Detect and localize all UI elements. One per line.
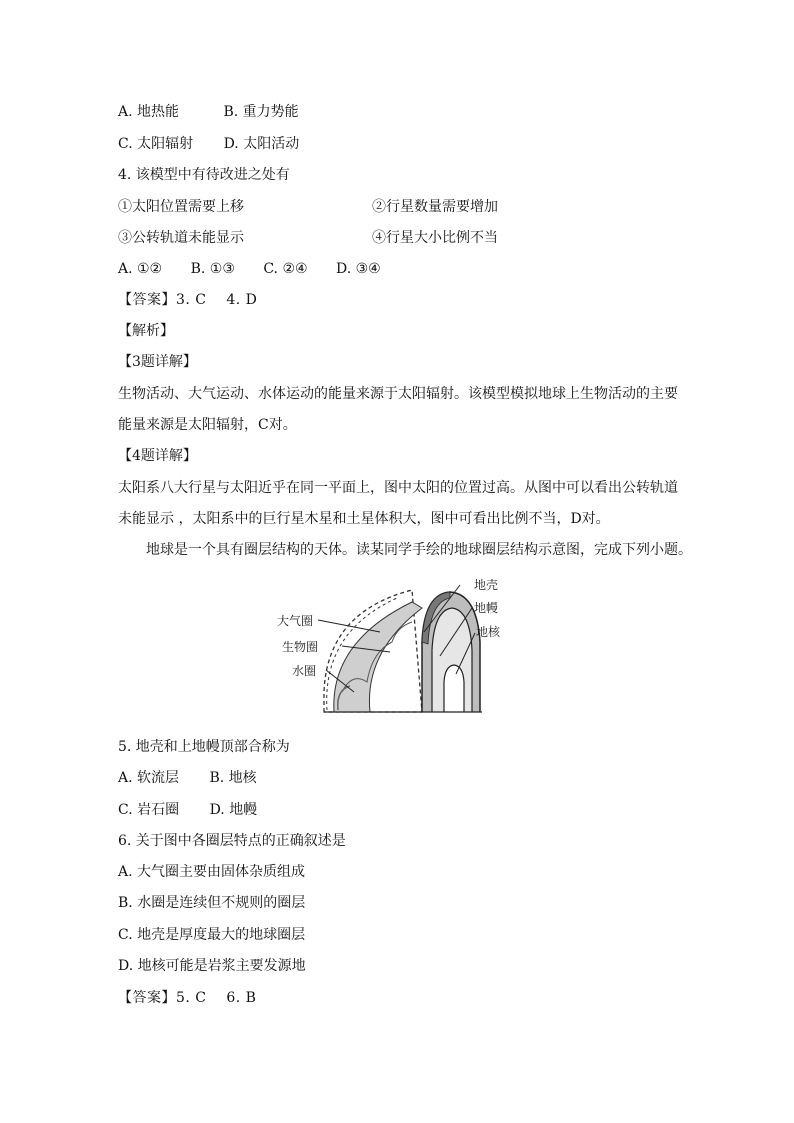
- q4-option-b: B. ①③: [190, 261, 235, 277]
- core-arch: [444, 665, 464, 712]
- q3-option-a: A. 地热能: [118, 104, 180, 120]
- q3-option-c: C. 太阳辐射: [118, 136, 194, 152]
- q4-items-row-1: [118, 197, 678, 217]
- label-atmosphere: 大气圈: [277, 614, 314, 628]
- q5-option-b: B. 地核: [209, 770, 257, 786]
- q6-stem: 6. 关于图中各圈层特点的正确叙述是: [118, 833, 346, 849]
- q5-options-row-1: [118, 768, 257, 788]
- detail-4-text-2: 未能显示 ，太阳系中的巨行星木星和土星体积大，图中可看出比例不当，D对。: [118, 511, 610, 527]
- q6-option-d: D. 地核可能是岩浆主要发源地: [118, 958, 306, 974]
- q4-items-row-2: [118, 228, 678, 248]
- q3-option-d: D. 太阳活动: [223, 136, 300, 152]
- q4-item-1: ①太阳位置需要上移: [118, 199, 244, 215]
- q5-stem: 5. 地壳和上地幔顶部合称为: [118, 739, 290, 755]
- earth-layers-diagram: [272, 572, 522, 722]
- q4-options: [118, 259, 381, 279]
- q6-option-a: A. 大气圈主要由固体杂质组成: [118, 864, 306, 880]
- answer-5-6: 【答案】5. C 6. B: [118, 990, 257, 1006]
- detail-3-title: 【3题详解】: [118, 354, 197, 370]
- detail-3-text-2: 能量来源是太阳辐射，C对。: [118, 417, 297, 433]
- q6-option-c: C. 地壳是厚度最大的地球圈层: [118, 927, 306, 943]
- detail-4-text-1: 太阳系八大行星与太阳近乎在同一平面上，图中太阳的位置过高。从图中可以看出公转轨道: [118, 480, 678, 496]
- q4-option-a: A. ①②: [118, 261, 163, 277]
- q3-options-row-2: [118, 134, 299, 154]
- detail-3-text-1: 生物活动、大气运动、水体运动的能量来源于太阳辐射。该模型模拟地球上生物活动的主要: [118, 386, 678, 402]
- label-core: 地核: [476, 625, 501, 639]
- analysis-title: 【解析】: [118, 323, 174, 339]
- q4-stem: 4. 该模型中有待改进之处有: [118, 167, 290, 183]
- leader-atmosphere: [318, 620, 380, 632]
- section-intro: 地球是一个具有圈层结构的天体。读某同学手绘的地球圈层结构示意图，完成下列小题。: [146, 542, 692, 558]
- q5-option-a: A. 软流层: [118, 770, 180, 786]
- surface-band: [334, 602, 422, 712]
- q5-option-c: C. 岩石圈: [118, 802, 180, 818]
- answer-3-4: 【答案】3. C 4. D: [118, 292, 258, 308]
- q4-item-2: ②行星数量需要增加: [372, 199, 498, 215]
- q5-options-row-2: [118, 800, 257, 820]
- label-biosphere: 生物圈: [282, 640, 319, 654]
- q4-option-d: D. ③④: [336, 261, 381, 277]
- q4-option-c: C. ②④: [263, 261, 308, 277]
- q5-option-d: D. 地幔: [209, 802, 258, 818]
- q4-item-4: ④行星大小比例不当: [372, 230, 498, 246]
- q6-option-b: B. 水圈是连续但不规则的圈层: [118, 895, 306, 911]
- q4-item-3: ③公转轨道未能显示: [118, 230, 244, 246]
- label-hydrosphere: 水圈: [292, 664, 317, 678]
- detail-4-title: 【4题详解】: [118, 448, 197, 464]
- q3-options-row-1: [118, 102, 299, 122]
- earth-layers-figure: [272, 572, 522, 722]
- label-crust: 地壳: [474, 578, 499, 592]
- q3-option-b: B. 重力势能: [223, 104, 299, 120]
- label-mantle: 地幔: [474, 601, 499, 615]
